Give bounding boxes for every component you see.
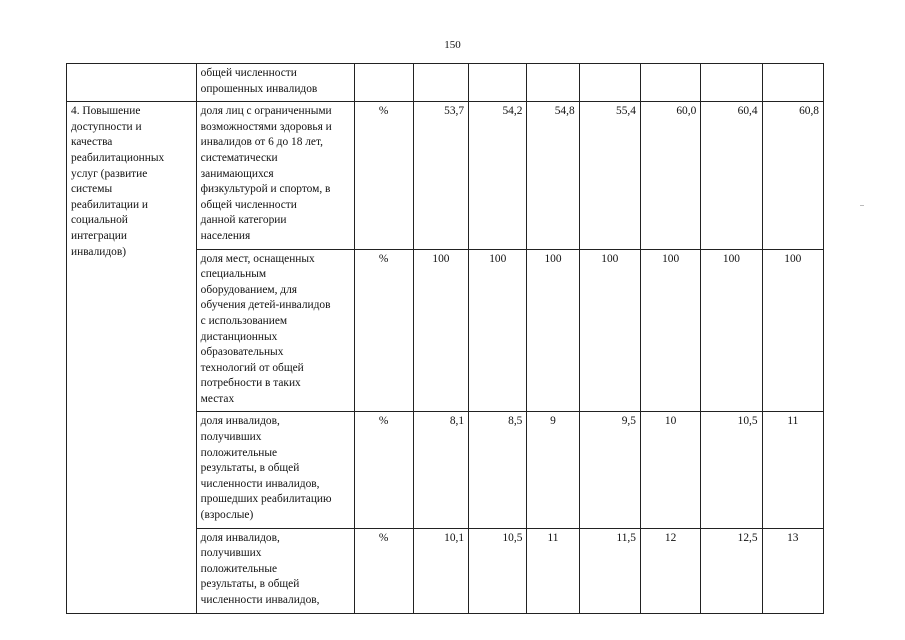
value-cell: 100 bbox=[701, 249, 762, 412]
value-cell: 54,2 bbox=[469, 102, 527, 249]
unit-cell: % bbox=[354, 412, 413, 528]
value-cell: 11 bbox=[527, 528, 579, 613]
scan-mark bbox=[860, 205, 864, 206]
unit-cell: % bbox=[354, 528, 413, 613]
value-cell bbox=[762, 64, 823, 102]
indicator-description: доля инвалидов, получивших положительные результаты, в общей численности инвалидов, прошедших реабилитацию (взрослые) bbox=[196, 412, 354, 528]
goal-cell bbox=[67, 64, 197, 102]
value-cell bbox=[469, 64, 527, 102]
value-cell bbox=[413, 64, 468, 102]
value-cell: 9 bbox=[527, 412, 579, 528]
value-cell bbox=[527, 64, 579, 102]
value-cell: 12 bbox=[640, 528, 700, 613]
value-cell: 100 bbox=[527, 249, 579, 412]
value-cell: 10,5 bbox=[701, 412, 762, 528]
indicator-description: доля инвалидов, получивших положительные результаты, в общей численности инвалидов, bbox=[196, 528, 354, 613]
value-cell: 11 bbox=[762, 412, 823, 528]
unit-cell: % bbox=[354, 249, 413, 412]
value-cell: 100 bbox=[762, 249, 823, 412]
value-cell: 54,8 bbox=[527, 102, 579, 249]
unit-cell bbox=[354, 64, 413, 102]
value-cell: 9,5 bbox=[579, 412, 640, 528]
value-cell: 60,0 bbox=[640, 102, 700, 249]
value-cell: 100 bbox=[640, 249, 700, 412]
indicator-description: доля лиц с ограниченными возможностями здоровья и инвалидов от 6 до 18 лет, систематически занимающихся физкультурой и спортом, в общей численности данной категории населения bbox=[196, 102, 354, 249]
value-cell: 60,4 bbox=[701, 102, 762, 249]
value-cell: 53,7 bbox=[413, 102, 468, 249]
page-number: 150 bbox=[444, 39, 461, 51]
unit-cell: % bbox=[354, 102, 413, 249]
value-cell: 100 bbox=[413, 249, 468, 412]
indicators-table bbox=[66, 63, 824, 614]
value-cell: 100 bbox=[579, 249, 640, 412]
indicator-description: доля мест, оснащенных специальным оборудованием, для обучения детей-инвалидов с использованием дистанционных образовательных технологий от общей потребности в таких местах bbox=[196, 249, 354, 412]
table-row bbox=[67, 102, 824, 249]
value-cell: 8,1 bbox=[413, 412, 468, 528]
value-cell: 60,8 bbox=[762, 102, 823, 249]
goal-cell: 4. Повышение доступности и качества реабилитационных услуг (развитие системы реабилитации и социальной интеграции инвалидов) bbox=[67, 102, 197, 613]
value-cell bbox=[640, 64, 700, 102]
indicator-description: общей численности опрошенных инвалидов bbox=[196, 64, 354, 102]
value-cell: 13 bbox=[762, 528, 823, 613]
value-cell: 55,4 bbox=[579, 102, 640, 249]
value-cell: 8,5 bbox=[469, 412, 527, 528]
value-cell: 10,1 bbox=[413, 528, 468, 613]
value-cell bbox=[579, 64, 640, 102]
value-cell: 10,5 bbox=[469, 528, 527, 613]
value-cell bbox=[701, 64, 762, 102]
value-cell: 12,5 bbox=[701, 528, 762, 613]
table-row bbox=[67, 64, 824, 102]
value-cell: 10 bbox=[640, 412, 700, 528]
value-cell: 100 bbox=[469, 249, 527, 412]
value-cell: 11,5 bbox=[579, 528, 640, 613]
